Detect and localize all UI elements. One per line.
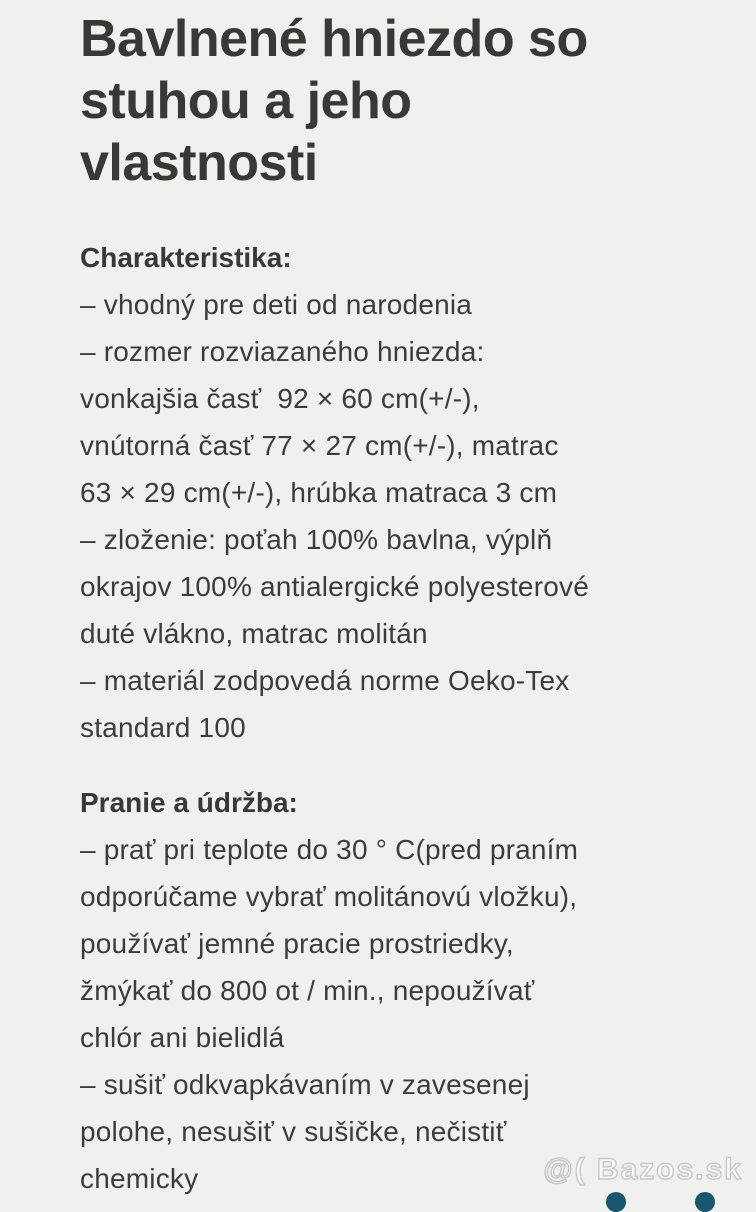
text-line: – sušiť odkvapkávaním v zavesenej xyxy=(80,1069,530,1100)
text-line: – prať pri teplote do 30 ° C(pred praním xyxy=(80,834,579,865)
text-line: duté vlákno, matrac molitán xyxy=(80,618,428,649)
text-line: okrajov 100% antialergické polyesterové xyxy=(80,571,589,602)
section-charakteristika xyxy=(80,234,700,751)
text-line: – vhodný pre deti od narodenia xyxy=(80,289,473,320)
text-line: používať jemné pracie prostriedky, xyxy=(80,928,514,959)
text-line: chemicky xyxy=(80,1163,199,1194)
text-line: vonkajšia časť 92 × 60 cm(+/-), xyxy=(80,383,480,414)
section-heading: Pranie a údržba: xyxy=(80,787,298,818)
page-title-line: stuhou a jeho xyxy=(80,72,412,130)
bazos-watermark: @( Bazos.sk xyxy=(543,1153,743,1186)
text-line: – materiál zodpovedá norme Oeko-Tex xyxy=(80,665,570,696)
page-title-line: vlastnosti xyxy=(80,134,318,192)
section-pranie-a-udrzba xyxy=(80,779,700,1202)
text-line: polohe, nesušiť v sušičke, nečistiť xyxy=(80,1116,507,1147)
page-title-line: Bavlnené hniezdo so xyxy=(80,10,588,68)
text-line: – rozmer rozviazaného hniezda: xyxy=(80,336,485,367)
text-line: chlór ani bielidlá xyxy=(80,1022,285,1053)
text-line: vnútorná časť 77 × 27 cm(+/-), matrac xyxy=(80,430,559,461)
teal-dot-right xyxy=(695,1192,715,1212)
text-line: 63 × 29 cm(+/-), hrúbka matraca 3 cm xyxy=(80,477,558,508)
text-line: žmýkať do 800 ot / min., nepoužívať xyxy=(80,975,535,1006)
section-heading: Charakteristika: xyxy=(80,242,292,273)
page-title xyxy=(80,8,700,194)
teal-dot-left xyxy=(606,1192,626,1212)
text-line: – zloženie: poťah 100% bavlna, výplň xyxy=(80,524,553,555)
text-line: standard 100 xyxy=(80,712,246,743)
text-line: odporúčame vybrať molitánovú vložku), xyxy=(80,881,578,912)
